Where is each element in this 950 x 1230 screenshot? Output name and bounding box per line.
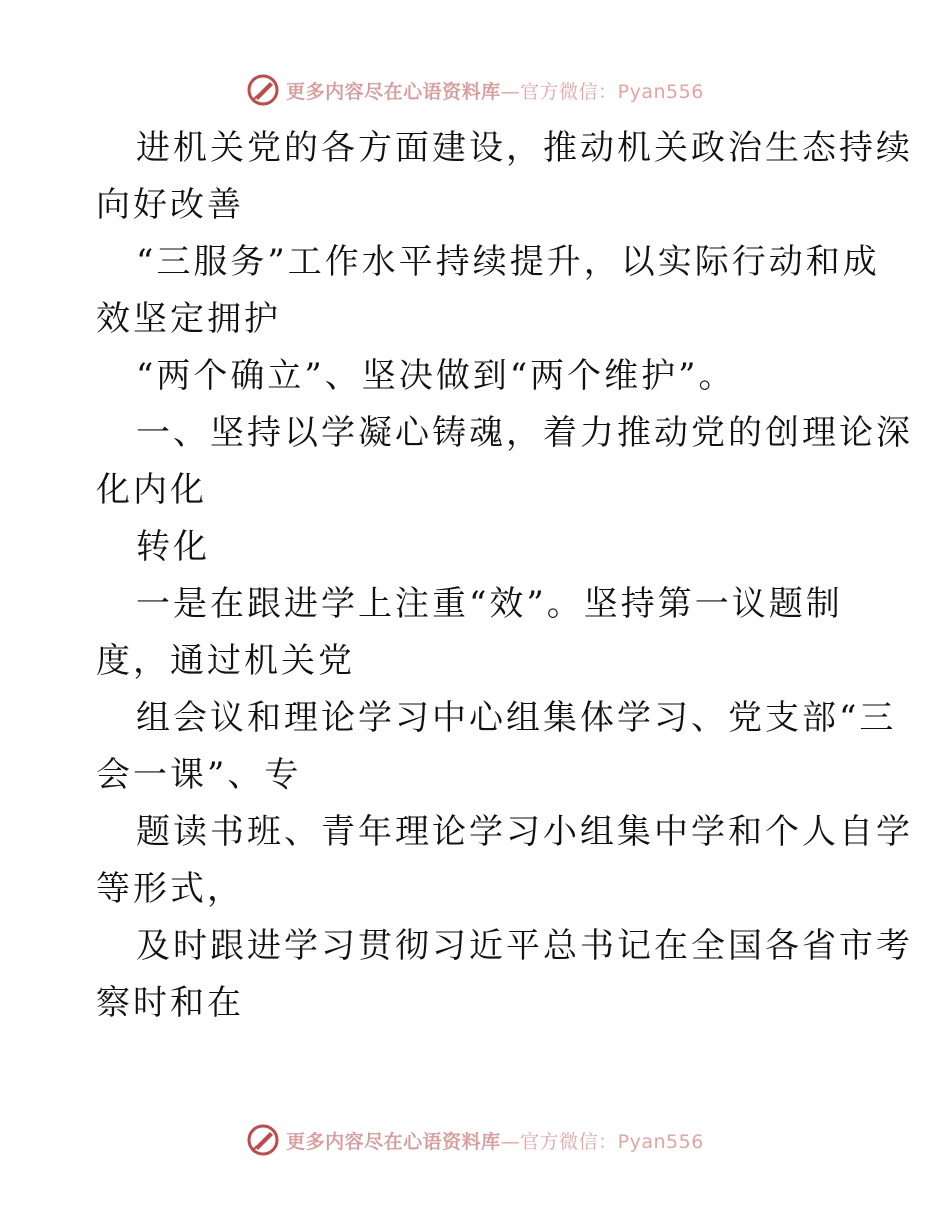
body-line: 组会议和理论学习中心组集体学习、党支部“三 <box>136 698 897 738</box>
body-line: 等形式， <box>96 869 244 909</box>
body-line: 进机关党的各方面建设，推动机关政治生态持续 <box>136 128 913 168</box>
banner-text <box>286 1127 704 1154</box>
footer-banner <box>0 1120 950 1160</box>
quill-pen-logo-icon <box>246 1123 280 1157</box>
banner-wechat-text: —官方微信：Pyan556 <box>500 1130 704 1153</box>
body-line: “三服务”工作水平持续提升，以实际行动和成 <box>136 242 880 282</box>
header-banner <box>0 70 950 110</box>
banner-wechat-text: —官方微信：Pyan556 <box>500 80 704 103</box>
body-line: 及时跟进学习贯彻习近平总书记在全国各省市考 <box>136 926 913 966</box>
section-heading: 一、坚持以学凝心铸魂，着力推动党的创理论深 <box>136 413 913 453</box>
quill-pen-logo-icon <box>246 73 280 107</box>
body-line: 一是在跟进学上注重“效”。坚持第一议题制 <box>136 584 843 624</box>
body-line: 转化 <box>136 527 210 567</box>
body-line: 题读书班、青年理论学习小组集中学和个人自学 <box>136 812 913 852</box>
body-line: 向好改善 <box>96 185 244 225</box>
body-line: 察时和在 <box>96 983 244 1023</box>
body-line: 化内化 <box>96 470 207 510</box>
body-line: 度，通过机关党 <box>96 641 355 681</box>
body-line: 会一课”、专 <box>96 755 302 795</box>
banner-main-text: 更多内容尽在心语资料库 <box>286 80 501 103</box>
banner-text <box>286 77 704 104</box>
body-line: 效坚定拥护 <box>96 299 281 339</box>
banner-main-text: 更多内容尽在心语资料库 <box>286 1130 501 1153</box>
body-line: “两个确立”、坚决做到“两个维护”。 <box>136 356 736 396</box>
document-body <box>96 120 913 1032</box>
